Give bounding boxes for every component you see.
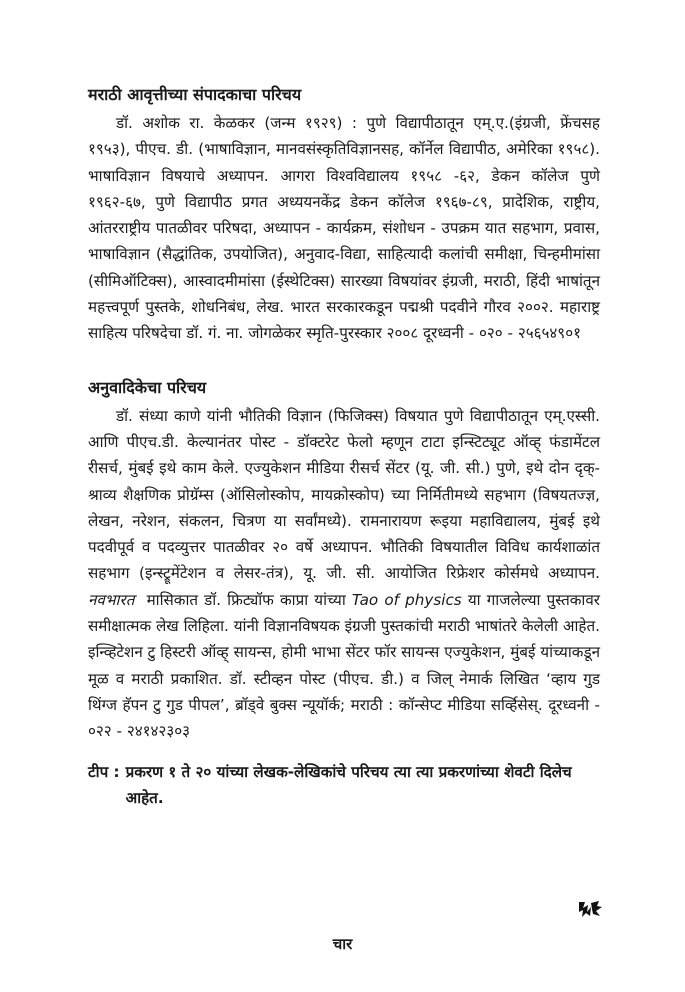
- ornament-icon: [577, 898, 603, 920]
- translator-intro-heading: अनुवादिकेचा परिचय: [88, 377, 207, 397]
- translator-text-part1: डॉ. संध्या काणे यांनी भौतिकी विज्ञान (फिजिक्स) विषयात पुणे विद्यापीठातून एम्.एस्सी. आणि पीएच.डी. केल्यानंतर पोस्ट - डॉक्टरेट फेलो म्हणून टाटा इन्स्टिट्यूट ऑव्ह् फंडामेंटल रीसर्च, मुंबई इथे काम केले. एज्युकेशन मीडिया रीसर्च सेंटर (यू. जी. सी.) पुणे, इथे दोन दृक्-श्राव्य शैक्षणिक प्रोग्रॅम्स (ऑसिलोस्कोप, मायक्रोस्कोप) च्या निर्मितीमध्ये सहभाग (विषयतज्ज्ञ, लेखन, नरेशन, संकलन, चित्रण या सर्वांमध्ये). रामनारायण रूइया महाविद्यालय, मुंबई इथे पदवीपूर्व व पदव्युत्तर पातळीवर २० वर्षे अध्यापन. भौतिकी विषयातील विविध कार्यशाळांत सहभाग (इन्स्ट्रूमेंटेशन व लेसर-तंत्र), यू. जी. सी. आयोजित रिफ्रेशर कोर्समधे अध्यापन.: [88, 406, 600, 583]
- footnote-label: टीप :: [88, 762, 120, 781]
- page-content: [88, 84, 600, 811]
- footnote-text: प्रकरण १ ते २० यांच्या लेखक-लेखिकांचे परिचय त्या त्या प्रकरणांच्या शेवटी दिलेच आहेत.: [125, 762, 572, 807]
- editor-intro-heading: मराठी आवृत्तीच्या संपादकाचा परिचय: [88, 85, 302, 104]
- editor-intro-paragraph: डॉ. अशोक रा. केळकर (जन्म १९२९) : पुणे विद्यापीठातून एम्.ए.(इंग्रजी, फ्रेंचसह १९५३), पीएच. डी. (भाषाविज्ञान, मानवसंस्कृतिविज्ञानसह, कॉर्नेल विद्यापीठ, अमेरिका १९५८). भाषाविज्ञान विषयाचे अध्यापन. आगरा विश्वविद्यालय १९५८ -६२, डेकन कॉलेज पुणे १९६२-६७, पुणे विद्यापीठ प्रगत अध्ययनकेंद्र डेकन कॉलेज १९६७-८९, प्रादेशिक, राष्ट्रीय, आंतरराष्ट्रीय पातळीवर परिषदा, अध्यापन - कार्यक्रम, संशोधन - उपक्रम यात सहभाग, प्रवास, भाषाविज्ञान (सैद्धांतिक, उपयोजित), अनुवाद-विद्या, साहित्यादी कलांची समीक्षा, चिन्हमीमांसा (सीमिऑटिक्स), आस्वादमीमांसा (ईस्थेटिक्स) सारख्या विषयांवर इंग्रजी, मराठी, हिंदी भाषांतून महत्त्वपूर्ण पुस्तके, शोधनिबंध, लेख. भारत सरकारकडून पद्मश्री पदवीने गौरव २००२. महाराष्ट्र साहित्य परिषदेचा डॉ. गं. ना. जोगळेकर स्मृति-पुरस्कार २००८ दूरध्वनी - ०२० - २५६५४९०१: [88, 114, 600, 343]
- footnote: [88, 759, 600, 811]
- magazine-name: नवभारत: [88, 590, 135, 609]
- translator-intro-paragraph: [88, 403, 600, 745]
- book-title: Tao of physics: [351, 590, 462, 609]
- translator-text-part3: या गाजलेल्या पुस्तकावर समीक्षात्मक लेख लिहिला. यांनी विज्ञानविषयक इंग्रजी पुस्तकांची मराठी भाषांतरे केलेली आहेत. इन्व्हिटेशन टु हिस्टरी ऑव्ह् सायन्स, होमी भाभा सेंटर फॉर सायन्स एज्युकेशन, मुंबई यांच्याकडून मूळ व मराठी प्रकाशित. डॉ. स्टीव्हन पोस्ट (पीएच. डी.) व जिल् नेमार्क लिखित ‘व्हाय गुड थिंग्ज हॅपन टु गुड पीपल’, ब्रॉड्वे बुक्स न्यूयॉर्क; मराठी : कॉन्सेप्ट मीडिया सर्व्हिसेस्. दूरध्वनी - ०२२ - २४१४२३०३: [88, 590, 601, 741]
- translator-text-part2: मासिकात डॉ. फ्रिट्यॉफ काप्रा यांच्या: [146, 590, 346, 609]
- page-number: चार: [332, 935, 353, 953]
